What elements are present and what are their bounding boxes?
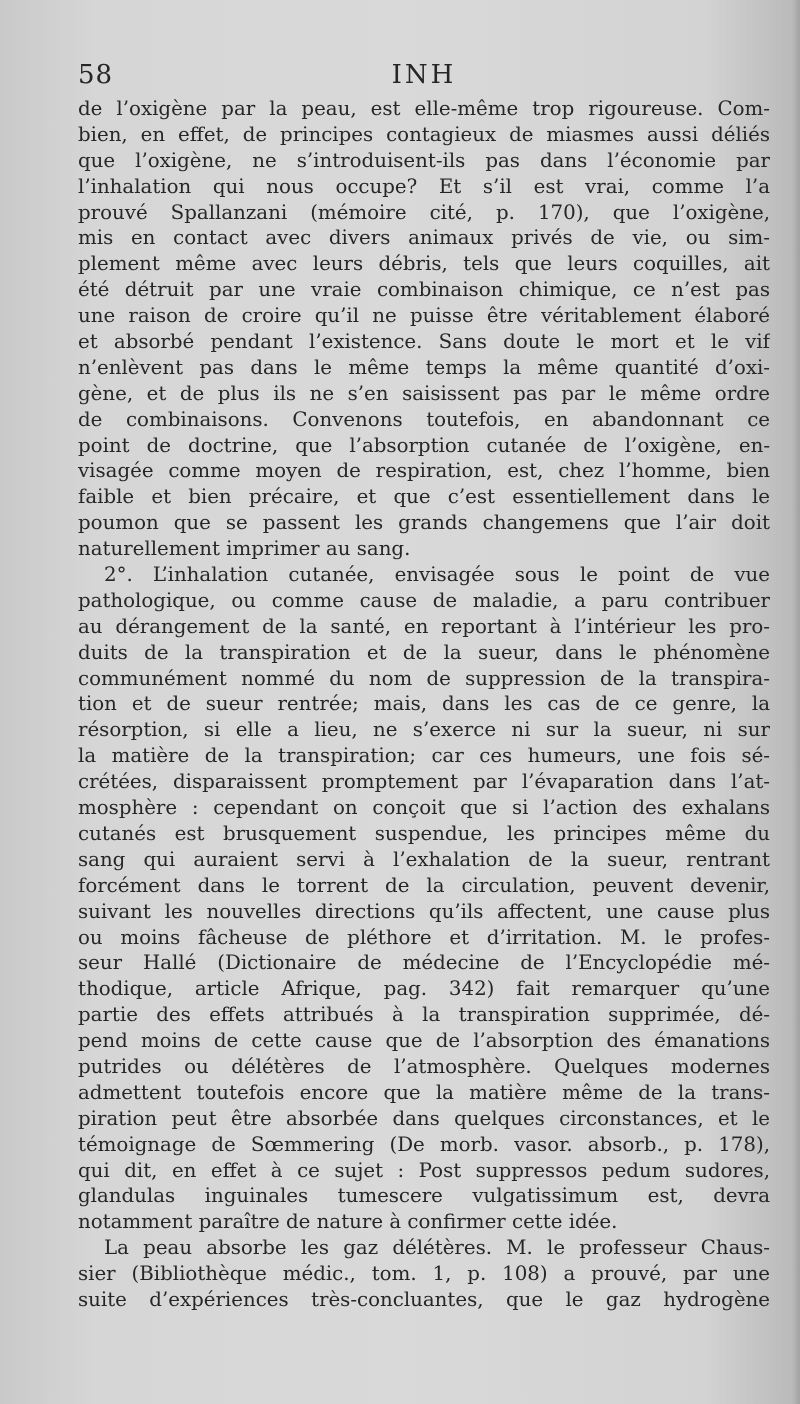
text-line: piration peut être absorbée dans quelques circonstances, et le bbox=[78, 1106, 770, 1130]
text-line: sang qui auraient servi à l’exhalation de la sueur, rentrant bbox=[78, 847, 770, 871]
text-line: seur Hallé (Dictionaire de médecine de l’Encyclopédie mé- bbox=[78, 951, 770, 975]
text-line: mis en contact avec divers animaux privés de vie, ou sim- bbox=[78, 226, 770, 250]
running-head: INH bbox=[391, 60, 457, 90]
text-line: suite d’expériences très-concluantes, que le gaz hydrogène bbox=[78, 1287, 770, 1311]
text-line: cutanés est brusquement suspendue, les principes même du bbox=[78, 821, 770, 845]
text-line: point de doctrine, que l’absorption cutanée de l’oxigène, en- bbox=[78, 433, 770, 457]
body-text bbox=[78, 96, 770, 1386]
text-line: tion et de sueur rentrée; mais, dans les cas de ce genre, la bbox=[78, 692, 770, 716]
text-line: la matière de la transpiration; car ces humeurs, une fois sé- bbox=[78, 744, 770, 768]
text-line: pathologique, ou comme cause de maladie, a paru contribuer bbox=[78, 588, 770, 612]
text-line: une raison de croire qu’il ne puisse être véritablement élaboré bbox=[78, 304, 770, 328]
text-line: que l’oxigène, ne s’introduisent-ils pas dans l’économie par bbox=[78, 148, 770, 172]
text-line: et absorbé pendant l’existence. Sans doute le mort et le vif bbox=[78, 330, 770, 354]
text-line: ou moins fâcheuse de pléthore et d’irritation. M. le profes- bbox=[78, 925, 770, 949]
text-line: partie des effets attribués à la transpiration supprimée, dé- bbox=[78, 1003, 770, 1027]
text-line: de l’oxigène par la peau, est elle-même trop rigoureuse. Com- bbox=[78, 97, 770, 120]
text-line: résorption, si elle a lieu, ne s’exerce ni sur la sueur, ni sur bbox=[78, 718, 770, 742]
text-line: poumon que se passent les grands changemens que l’air doit bbox=[78, 511, 770, 535]
text-line: notamment paraître de nature à confirmer cette idée. bbox=[78, 1210, 618, 1234]
text-line: glandulas inguinales tumescere vulgatissimum est, devra bbox=[78, 1184, 770, 1208]
text-line: naturellement imprimer au sang. bbox=[78, 537, 411, 561]
text-line: mosphère : cependant on conçoit que si l’action des exhalans bbox=[78, 796, 770, 820]
text-line: 2°. L’inhalation cutanée, envisagée sous le point de vue bbox=[104, 563, 770, 587]
text-line: admettent toutefois encore que la matière même de la trans- bbox=[78, 1080, 770, 1104]
page-edge-shadow bbox=[792, 0, 800, 1404]
text-line: gène, et de plus ils ne s’en saisissent pas par le même ordre bbox=[78, 381, 770, 405]
text-line: duits de la transpiration et de la sueur, dans le phénomène bbox=[78, 640, 770, 664]
text-line: bien, en effet, de principes contagieux de miasmes aussi déliés bbox=[78, 122, 770, 146]
text-line: faible et bien précaire, et que c’est essentiellement dans le bbox=[78, 485, 770, 509]
page-header bbox=[78, 60, 770, 96]
text-line: visagée comme moyen de respiration, est, chez l’homme, bien bbox=[78, 459, 770, 483]
text-line: thodique, article Afrique, pag. 342) fait remarquer qu’une bbox=[78, 977, 770, 1001]
text-line: pend moins de cette cause que de l’absorption des émanations bbox=[78, 1029, 770, 1053]
text-line: été détruit par une vraie combinaison chimique, ce n’est pas bbox=[78, 278, 770, 302]
text-line: La peau absorbe les gaz délétères. M. le professeur Chaus- bbox=[104, 1236, 770, 1260]
text-line: prouvé Spallanzani (mémoire cité, p. 170), que l’oxigène, bbox=[78, 200, 770, 224]
text-line: plement même avec leurs débris, tels que leurs coquilles, ait bbox=[78, 252, 770, 276]
text-line: sier (Bibliothèque médic., tom. 1, p. 108) a prouvé, par une bbox=[78, 1262, 770, 1286]
text-line: putrides ou délétères de l’atmosphère. Quelques modernes bbox=[78, 1054, 770, 1078]
page-number: 58 bbox=[78, 60, 114, 90]
text-line: forcément dans le torrent de la circulation, peuvent devenir, bbox=[78, 873, 770, 897]
text-line: de combinaisons. Convenons toutefois, en abandonnant ce bbox=[78, 407, 770, 431]
text-line: n’enlèvent pas dans le même temps la même quantité d’oxi- bbox=[78, 355, 770, 379]
text-line: au dérangement de la santé, en reportant à l’intérieur les pro- bbox=[78, 614, 770, 638]
text-line: suivant les nouvelles directions qu’ils affectent, une cause plus bbox=[78, 899, 770, 923]
text-line: témoignage de Sœmmering (De morb. vasor. absorb., p. 178), bbox=[78, 1132, 770, 1156]
text-line: qui dit, en effet à ce sujet : Post suppressos pedum sudores, bbox=[78, 1158, 770, 1182]
text-line: communément nommé du nom de suppression de la transpira- bbox=[78, 666, 770, 690]
text-line: l’inhalation qui nous occupe? Et s’il est vrai, comme l’a bbox=[78, 174, 770, 198]
text-line: crétées, disparaissent promptement par l’évaparation dans l’at- bbox=[78, 770, 770, 794]
